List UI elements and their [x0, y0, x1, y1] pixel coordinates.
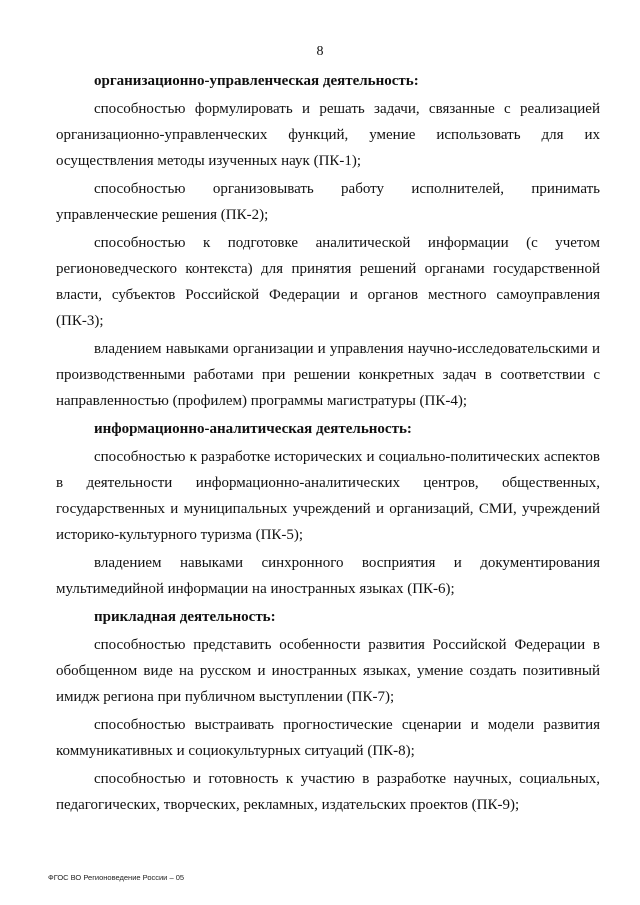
- document-footer: ФГОС ВО Регионоведение России – 05: [48, 873, 185, 882]
- competency-pk-4: владением навыками организации и управления научно-исследовательскими и производственными работами при решении конкретных задач в соответствии с направленностью (профилем) программы магистратуры (ПК-4);: [56, 341, 600, 409]
- competency-pk-7: способностью представить особенности развития Российской Федерации в обобщенном виде на русском и иностранных языках, умение создать позитивный имидж региона при публичном выступлении (ПК-7);: [56, 637, 600, 705]
- competency-pk-5: способностью к разработке исторических и социально-политических аспектов в деятельности информационно-аналитических центров, общественных, государственных и муниципальных учреждений и организаций, СМИ, учреждений историко-культурного туризма (ПК-5);: [56, 449, 600, 543]
- page-number: 8: [316, 44, 324, 59]
- section-heading-analytics: информационно-аналитическая деятельность:: [94, 421, 412, 437]
- competency-pk-9: способностью и готовность к участию в разработке научных, социальных, педагогических, творческих, рекламных, издательских проектов (ПК-9);: [56, 771, 600, 813]
- competency-pk-8: способностью выстраивать прогностические сценарии и модели развития коммуникативных и социокультурных ситуаций (ПК-8);: [56, 717, 600, 759]
- document-body: [56, 68, 600, 820]
- section-heading-applied: прикладная деятельность:: [94, 609, 276, 625]
- section-heading-management: организационно-управленческая деятельность:: [94, 73, 419, 89]
- competency-pk-2: способностью организовывать работу исполнителей, принимать управленческие решения (ПК-2);: [56, 181, 600, 223]
- competency-pk-1: способностью формулировать и решать задачи, связанные с реализацией организационно-управленческих функций, умение использовать для их осуществления методы изученных наук (ПК-1);: [56, 101, 600, 169]
- competency-pk-3: способностью к подготовке аналитической информации (с учетом регионоведческого контекста) для принятия решений органами государственной власти, субъектов Российской Федерации и органов местного самоуправления (ПК-3);: [56, 235, 600, 329]
- competency-pk-6: владением навыками синхронного восприятия и документирования мультимедийной информации на иностранных языках (ПК-6);: [56, 555, 600, 597]
